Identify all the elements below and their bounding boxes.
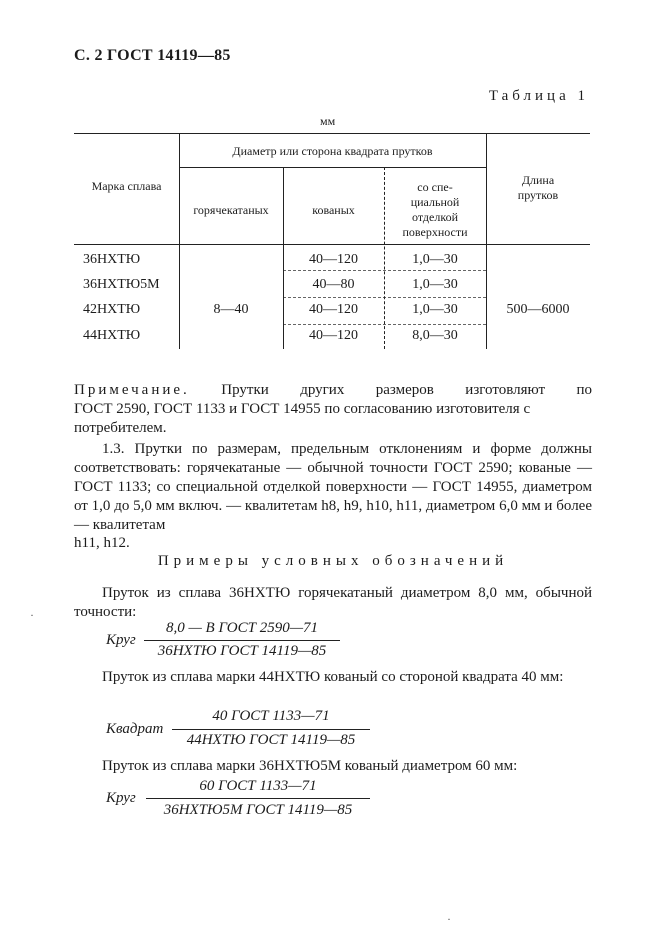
formula-denominator: 36НХТЮ5М ГОСТ 14119—85 (163, 802, 353, 818)
special-finish-value: 1,0—30 (412, 302, 458, 317)
page-header: С. 2 ГОСТ 14119—85 (74, 47, 231, 64)
clause-1-3 (74, 440, 592, 535)
examples-title: Примеры условных обозначений (157, 553, 509, 569)
example-description: Пруток из сплава марки 36НХТЮ5М кованый диаметром 60 мм: (102, 758, 518, 774)
row-grade: 36НХТЮ (83, 252, 141, 267)
table-caption: Таблица 1 (488, 88, 589, 104)
formula-numerator: 60 ГОСТ 1133—71 (199, 778, 317, 794)
formula-denominator: 36НХТЮ ГОСТ 14119—85 (157, 643, 327, 659)
row-grade: 42НХТЮ (83, 302, 141, 317)
example-description: Пруток из сплава 36НХТЮ горячекатаный диаметром 8,0 мм, обычной точности: (74, 585, 592, 620)
formula-numerator: 8,0 — В ГОСТ 2590—71 (165, 620, 319, 636)
note-label: Примечание. (74, 382, 190, 398)
designation-formula (106, 778, 406, 822)
alloy-table (74, 133, 590, 349)
note-text-line1: Прутки других размеров изготовляют по (221, 382, 593, 398)
formula-label: Круг (106, 632, 136, 648)
header-special-finish: со спе- циальной отделкой поверхности (402, 180, 468, 239)
header-forged: кованых (312, 203, 355, 217)
header-dimension-group: Диаметр или сторона квадрата прутков (232, 144, 433, 158)
scan-speck: · (447, 912, 451, 926)
scan-speck: · (30, 608, 34, 622)
special-finish-value: 1,0—30 (412, 277, 458, 292)
formula-numerator: 40 ГОСТ 1133—71 (212, 708, 330, 724)
forged-value: 40—120 (309, 252, 358, 267)
forged-value: 40—120 (309, 302, 358, 317)
length-range: 500—6000 (506, 302, 570, 317)
formula-label: Квадрат (106, 721, 164, 737)
forged-value: 40—120 (309, 328, 358, 343)
clause-1-3-last: h11, h12. (74, 535, 130, 551)
clause-text: 1.3. Прутки по размерам, предельным отклонениям и форме должны соответствовать: горячекатаные — обычной точности ГОСТ 2590; кованые — ГОСТ 1133; со специальной отделкой поверхности — ГОСТ 14955, диаметром от 1,0 до 5,0 мм включ. — квалитетам h8, h9, h10, h11, диаметром 6,0 мм и более — квалитетам (74, 441, 592, 533)
note-text: ГОСТ 2590, ГОСТ 1133 и ГОСТ 14955 по согласованию изготовителя с потребителем. (74, 401, 531, 436)
example-description: Пруток из сплава марки 44НХТЮ кованый со стороной квадрата 40 мм: (102, 669, 564, 685)
header-length: Длина прутков (517, 173, 559, 202)
row-grade: 44НХТЮ (83, 328, 141, 343)
special-finish-value: 1,0—30 (412, 252, 458, 267)
formula-label: Круг (106, 790, 136, 806)
header-hot-rolled: горячекатаных (193, 203, 269, 217)
hot-rolled-range: 8—40 (213, 302, 249, 317)
table-note (74, 381, 592, 438)
special-finish-value: 8,0—30 (412, 328, 458, 343)
table-unit: мм (320, 114, 336, 128)
formula-denominator: 44НХТЮ ГОСТ 14119—85 (186, 732, 356, 748)
designation-formula (106, 708, 406, 752)
forged-value: 40—80 (312, 277, 355, 292)
header-grade: Марка сплава (91, 179, 162, 193)
row-grade: 36НХТЮ5М (83, 277, 160, 292)
designation-formula (106, 620, 406, 664)
